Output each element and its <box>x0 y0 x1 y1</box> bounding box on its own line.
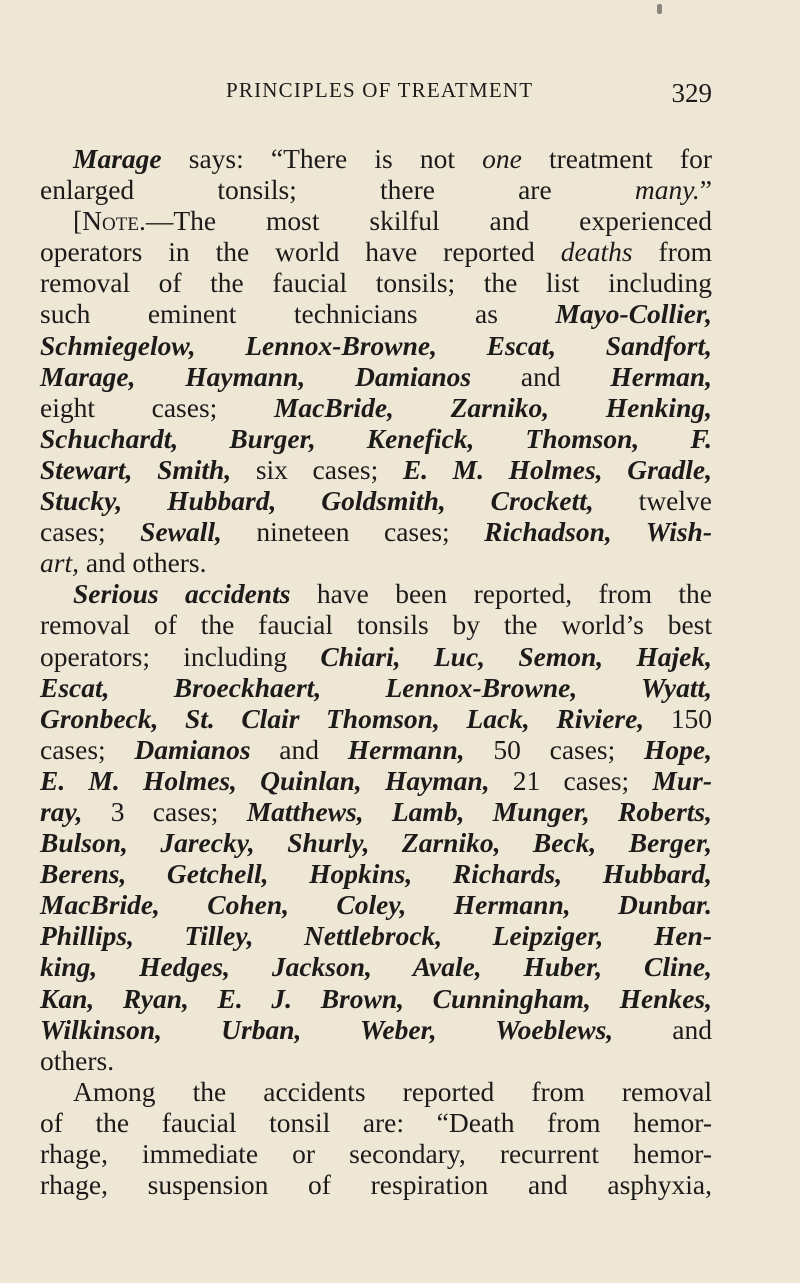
text-line: Gronbeck, St. Clair Thomson, Lack, Riviere, 150 <box>40 702 713 734</box>
body-text <box>40 143 712 1200</box>
text-line: others. <box>40 1044 115 1076</box>
text-line: operators in the world have reported deaths from <box>40 236 712 268</box>
text-line: Schmiegelow, Lennox-Browne, Escat, Sandfort, <box>40 329 712 361</box>
book-page <box>40 0 712 1283</box>
text-line: Berens, Getchell, Hopkins, Richards, Hubbard, <box>40 858 712 890</box>
page-number: 329 <box>671 78 712 108</box>
text-line: such eminent technicians as Mayo-Collier, <box>40 298 712 330</box>
text-line: removal of the faucial tonsils by the world’s best <box>40 609 712 641</box>
text-line: Marage, Haymann, Damianos and Herman, <box>40 360 712 392</box>
text-line: operators; including Chiari, Luc, Semon, Hajek, <box>40 640 713 672</box>
text-line: E. M. Holmes, Quinlan, Hayman, 21 cases; Mur- <box>40 764 712 796</box>
text-line: removal of the faucial tonsils; the list including <box>40 267 712 299</box>
text-line: Bulson, Jarecky, Shurly, Zarniko, Beck, Berger, <box>40 827 712 859</box>
text-line: of the faucial tonsil are: “Death from hemor- <box>40 1106 712 1138</box>
text-line: art, and others. <box>40 547 207 579</box>
text-line: Phillips, Tilley, Nettlebrock, Leipziger, Hen- <box>40 920 712 952</box>
ink-speck <box>657 4 662 14</box>
text-line: Marage says: “There is not one treatment for <box>73 143 712 174</box>
text-line: Schuchardt, Burger, Kenefick, Thomson, F. <box>40 422 712 454</box>
text-line: Stucky, Hubbard, Goldsmith, Crockett, twelve <box>40 485 712 517</box>
text-line: Stewart, Smith, six cases; E. M. Holmes, Gradle, <box>40 453 712 485</box>
running-head <box>40 78 712 118</box>
text-line: rhage, suspension of respiration and asphyxia, <box>40 1169 712 1201</box>
text-line: Kan, Ryan, E. J. Brown, Cunningham, Henkes, <box>40 982 712 1014</box>
text-line: MacBride, Cohen, Coley, Hermann, Dunbar. <box>40 889 712 921</box>
running-head-title: PRINCIPLES OF TREATMENT <box>226 78 534 102</box>
text-line: cases; Sewall, nineteen cases; Richadson, Wish- <box>40 516 712 548</box>
text-line: cases; Damianos and Hermann, 50 cases; Hope, <box>40 733 712 765</box>
text-line: Wilkinson, Urban, Weber, Woeblews, and <box>40 1013 712 1045</box>
text-line: [Note.—The most skilful and experienced <box>73 205 712 237</box>
text-line: Serious accidents have been reported, from the <box>73 578 713 610</box>
text-line: ray, 3 cases; Matthews, Lamb, Munger, Roberts, <box>40 795 712 827</box>
text-line: eight cases; MacBride, Zarniko, Henking, <box>40 391 712 423</box>
text-line: enlarged tonsils; there are many.” <box>40 174 712 206</box>
text-line: rhage, immediate or secondary, recurrent hemor- <box>40 1138 712 1169</box>
text-line: king, Hedges, Jackson, Avale, Huber, Cline, <box>40 951 712 983</box>
text-line: Escat, Broeckhaert, Lennox-Browne, Wyatt, <box>40 671 712 703</box>
text-line: Among the accidents reported from removal <box>73 1075 712 1107</box>
